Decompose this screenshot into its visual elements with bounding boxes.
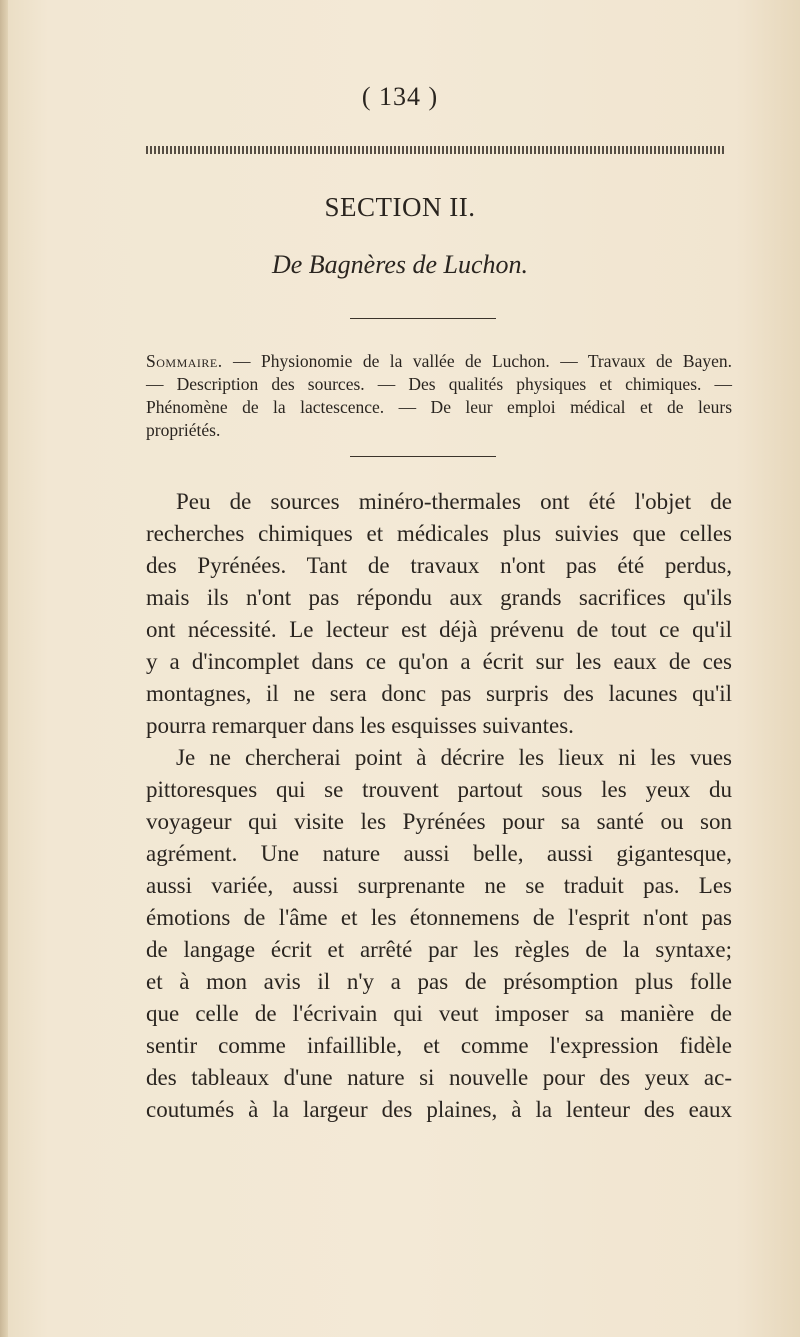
text-line: Peu de sources minéro-thermales ont été l'objet de xyxy=(176,489,732,514)
text-line: coutumés à la largeur des plaines, à la lenteur des eaux xyxy=(146,1097,732,1122)
text-line: pittoresques qui se trouvent partout sous les yeux du xyxy=(146,777,732,802)
text-line: recherches chimiques et médicales plus suivies que celles xyxy=(146,521,732,546)
section-subtitle: De Bagnères de Luchon. xyxy=(271,250,529,279)
text-line: aussi variée, aussi surprenante ne se traduit pas. Les xyxy=(146,873,732,898)
text-line: des Pyrénées. Tant de travaux n'ont pas été perdus, xyxy=(146,553,732,578)
text-line: et à mon avis il n'y a pas de présomption plus folle xyxy=(146,969,732,994)
summary-lead: Sommaire. xyxy=(146,351,223,371)
text-line: que celle de l'écrivain qui veut imposer sa manière de xyxy=(146,1001,732,1026)
text-line: des tableaux d'une nature si nouvelle pour des yeux ac- xyxy=(146,1065,732,1090)
summary-line xyxy=(146,350,732,373)
divider-rule-bottom xyxy=(350,456,496,457)
summary-block xyxy=(146,350,732,442)
ornamental-rule xyxy=(146,146,724,154)
text-line: mais ils n'ont pas répondu aux grands sacrifices qu'ils xyxy=(146,585,732,610)
summary-line: — Description des sources. — Des qualités physiques et chimiques. — xyxy=(146,374,732,394)
summary-line: propriétés. xyxy=(146,420,221,440)
section-title: SECTION II. xyxy=(324,192,476,222)
text-line: émotions de l'âme et les étonnemens de l'esprit n'ont pas xyxy=(146,905,732,930)
body-text xyxy=(146,486,732,1126)
text-line: montagnes, il ne sera donc pas surpris des lacunes qu'il xyxy=(146,681,732,706)
text-line: ont nécessité. Le lecteur est déjà prévenu de tout ce qu'il xyxy=(146,617,732,642)
text-line: pourra remarquer dans les esquisses suivantes. xyxy=(146,713,574,738)
text-line: y a d'incomplet dans ce qu'on a écrit sur les eaux de ces xyxy=(146,649,732,674)
page-number: ( 134 ) xyxy=(361,82,439,111)
text-line: sentir comme infaillible, et comme l'expression fidèle xyxy=(146,1033,732,1058)
text-line: voyageur qui visite les Pyrénées pour sa santé ou son xyxy=(146,809,732,834)
text-line: agrément. Une nature aussi belle, aussi gigantesque, xyxy=(146,841,732,866)
summary-line: Phénomène de la lactescence. — De leur emploi médical et de leurs xyxy=(146,397,732,417)
divider-rule-top xyxy=(350,318,496,319)
text-line: de langage écrit et arrêté par les règles de la syntaxe; xyxy=(146,937,732,962)
text-line: Je ne chercherai point à décrire les lieux ni les vues xyxy=(176,745,732,770)
summary-line-text: — Physionomie de la vallée de Luchon. — Travaux de Bayen. xyxy=(222,351,732,371)
